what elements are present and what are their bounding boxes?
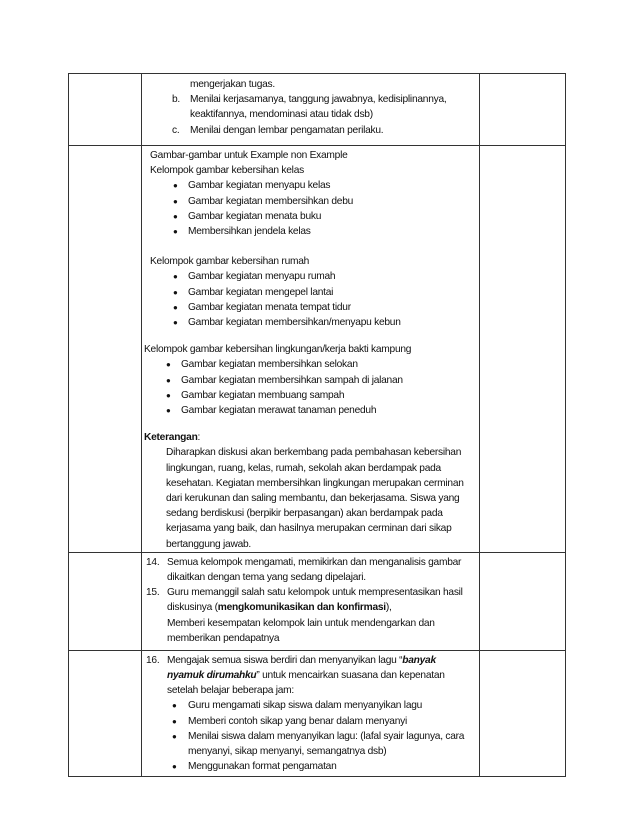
list-item: c. Menilai dengan lembar pengamatan perilaku. bbox=[172, 124, 384, 136]
list-item: ● Menggunakan format pengamatan bbox=[172, 761, 337, 773]
table-row bbox=[69, 74, 566, 146]
step-16: 16. Mengajak semua siswa berdiri dan menyanyikan lagu “banyak nyamuk dirumahku” untuk mencairkan suasana dan kepenatan setelah belajar beberapa jam: bbox=[146, 654, 445, 697]
content-cell bbox=[142, 74, 480, 146]
table-row bbox=[69, 146, 566, 553]
left-cell bbox=[69, 650, 142, 776]
list-item: ● Guru mengamati sikap siswa dalam menyanyikan lagu bbox=[172, 700, 423, 712]
left-cell bbox=[69, 552, 142, 650]
table-row bbox=[69, 552, 566, 650]
step-15: 15. Guru memanggil salah satu kelompok untuk mempresentasikan hasil diskusinya (mengkomunikasikan dan konfirmasi), Memberi kesempatan kelompok lain untuk mendengarkan dan memberikan pendapatnya bbox=[146, 587, 463, 644]
table-row bbox=[69, 650, 566, 776]
keterangan-text: Diharapkan diskusi akan berkembang pada pembahasan kebersihan lingkungan, ruang, kelas, rumah, sekolah akan berdampak pada kesehatan. Kegiatan membersihkan lingkungan merupakan cerminan dari kerukunan dan saling membantu, dan bekerjasama. Siswa yang sedang berdiskusi (berpikir berpasangan) akan berdampak pada kerjasama yang baik, dan hasilnya merupakan cerminan dari sikap bertanggung jawab. bbox=[166, 447, 464, 550]
left-cell bbox=[69, 74, 142, 146]
list-item: ● Gambar kegiatan merawat tanaman peneduh bbox=[166, 405, 377, 417]
step-14: 14. Semua kelompok mengamati, memikirkan dan menganalisis gambar dikaitkan dengan tema yang sedang dipelajari. bbox=[146, 556, 462, 584]
list-item: ● Gambar kegiatan membersihkan selokan bbox=[166, 359, 358, 371]
list-item: ● Gambar kegiatan membersihkan debu bbox=[173, 195, 354, 207]
list-item: ● Membersihkan jendela kelas bbox=[173, 226, 311, 238]
content-cell bbox=[142, 552, 480, 650]
list-item: ● Gambar kegiatan menyapu kelas bbox=[173, 180, 331, 192]
left-cell bbox=[69, 146, 142, 553]
list-item: ● Gambar kegiatan membuang sampah bbox=[166, 389, 345, 401]
right-cell bbox=[480, 552, 566, 650]
right-cell bbox=[480, 74, 566, 146]
intro-line: Gambar-gambar untuk Example non Example bbox=[150, 150, 348, 161]
list-item: ● Memberi contoh sikap yang benar dalam menyanyi bbox=[172, 715, 407, 727]
list-item: ● Menilai siswa dalam menyanyikan lagu: (lafal syair lagunya, cara menyanyi, sikap menyanyi, semangatnya dsb) bbox=[172, 730, 465, 758]
list-item: ● Gambar kegiatan menata buku bbox=[173, 210, 322, 222]
content-cell bbox=[142, 650, 480, 776]
continued-line: mengerjakan tugas. bbox=[190, 79, 275, 90]
lesson-table bbox=[68, 73, 566, 777]
group-title: Kelompok gambar kebersihan lingkungan/kerja bakti kampung bbox=[144, 344, 412, 356]
list-item: ● Gambar kegiatan membersihkan sampah di jalanan bbox=[166, 374, 403, 386]
right-cell bbox=[480, 650, 566, 776]
group-title: Kelompok gambar kebersihan rumah bbox=[150, 256, 310, 268]
list-item: ● Gambar kegiatan membersihkan/menyapu kebun bbox=[173, 317, 401, 329]
list-item: b. Menilai kerjasamanya, tanggung jawabnya, kedisiplinannya, keaktifannya, mendominasi atau tidak dsb) bbox=[172, 94, 447, 121]
group-title: Kelompok gambar kebersihan kelas bbox=[150, 165, 304, 177]
list-item: ● Gambar kegiatan mengepel lantai bbox=[173, 286, 334, 298]
keterangan-heading: Keterangan: bbox=[144, 432, 201, 444]
right-cell bbox=[480, 146, 566, 553]
list-item: ● Gambar kegiatan menyapu rumah bbox=[173, 271, 336, 283]
list-item: ● Gambar kegiatan menata tempat tidur bbox=[173, 301, 351, 313]
content-cell bbox=[142, 146, 480, 553]
